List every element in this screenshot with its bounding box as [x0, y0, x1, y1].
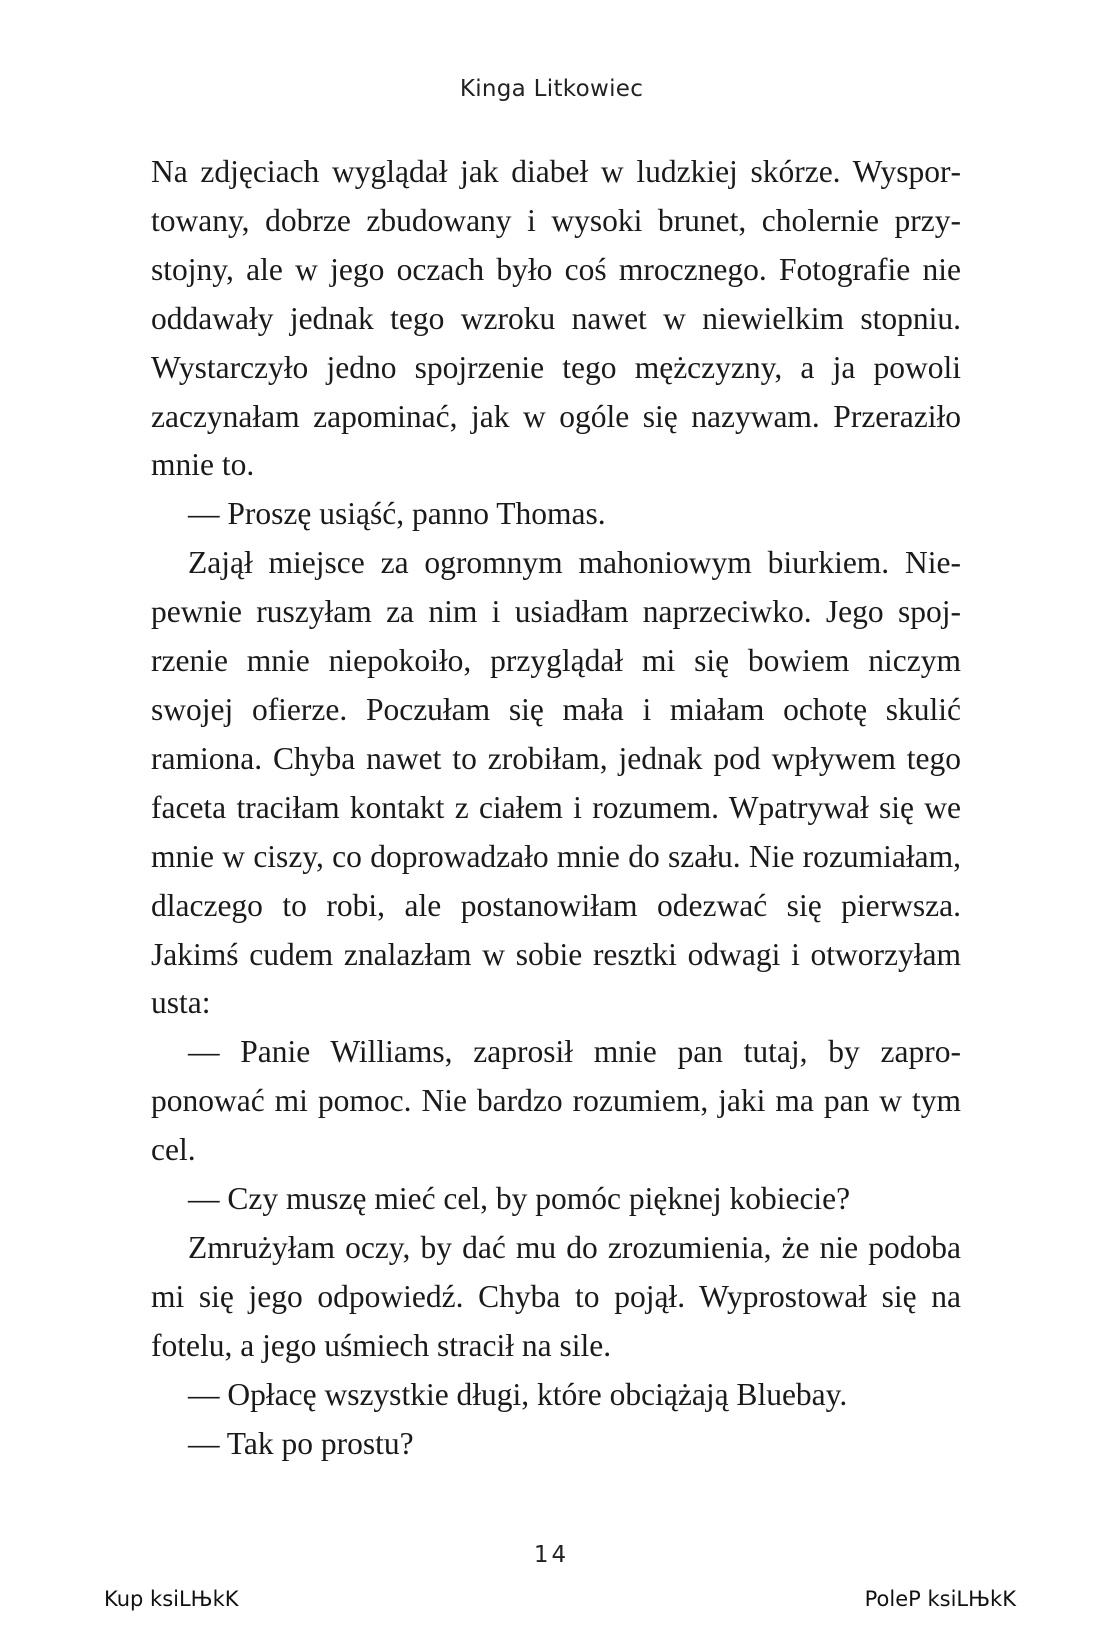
footer-buy-book-link[interactable]: Kup ksiLЊkK	[104, 1587, 239, 1611]
paragraph: Zmrużyłam oczy, by dać mu do zrozumienia, że nie podoba mi się jego odpowiedź. Chyba to pojął. Wyprostował się na fotelu, a jego uśmiech stracił na sile.	[151, 1229, 961, 1363]
running-header-author: Kinga Litkowiec	[459, 76, 644, 102]
footer-recommend-book-link[interactable]: PoleP ksiLЊkK	[864, 1587, 1016, 1611]
paragraph: — Proszę usiąść, panno Thomas.	[188, 496, 606, 532]
paragraph: Zajął miejsce za ogromnym mahoniowym biurkiem. Niepewnie ruszyłam za nim i usiadłam naprzeciwko. Jego spojrzenie mnie niepokoiło, przyglądał mi się bowiem niczym swojej ofierze. Poczułam się mała i miałam ochotę skulić ramiona. Chyba nawet to zrobiłam, jednak pod wpływem tego faceta traciłam kontakt z ciałem i rozumem. Wpatrywał się we mnie w ciszy, co doprowadzało mnie do szału. Nie rozumiałam, dlaczego to robi, ale postanowiłam odezwać się pierwsza. Jakimś cudem znalazłam w sobie resztki odwagi i otworzyłam usta:	[151, 545, 961, 1021]
paragraph: — Panie Williams, zaprosił mnie pan tutaj, by zaproponować mi pomoc. Nie bardzo rozumiem, jaki ma pan w tym cel.	[151, 1034, 961, 1168]
paragraph: — Opłacę wszystkie długi, które obciążają Bluebay.	[188, 1376, 848, 1412]
paragraph: — Czy muszę mieć cel, by pomóc pięknej kobiecie?	[188, 1181, 851, 1217]
paragraph: Na zdjęciach wyglądał jak diabeł w ludzkiej skórze. Wysportowany, dobrze zbudowany i wysoki brunet, cholernie przystojny, ale w jego oczach było coś mrocznego. Fotografie nie oddawały jednak tego wzroku nawet w niewielkim stopniu. Wystarczyło jedno spojrzenie tego mężczyzny, a ja powoli zaczynałam zapominać, jak w ogóle się nazywam. Przeraziło mnie to.	[151, 154, 961, 483]
paragraph: — Tak po prostu?	[188, 1425, 414, 1461]
body-text	[151, 148, 961, 1468]
page-number: 14	[533, 1542, 570, 1568]
